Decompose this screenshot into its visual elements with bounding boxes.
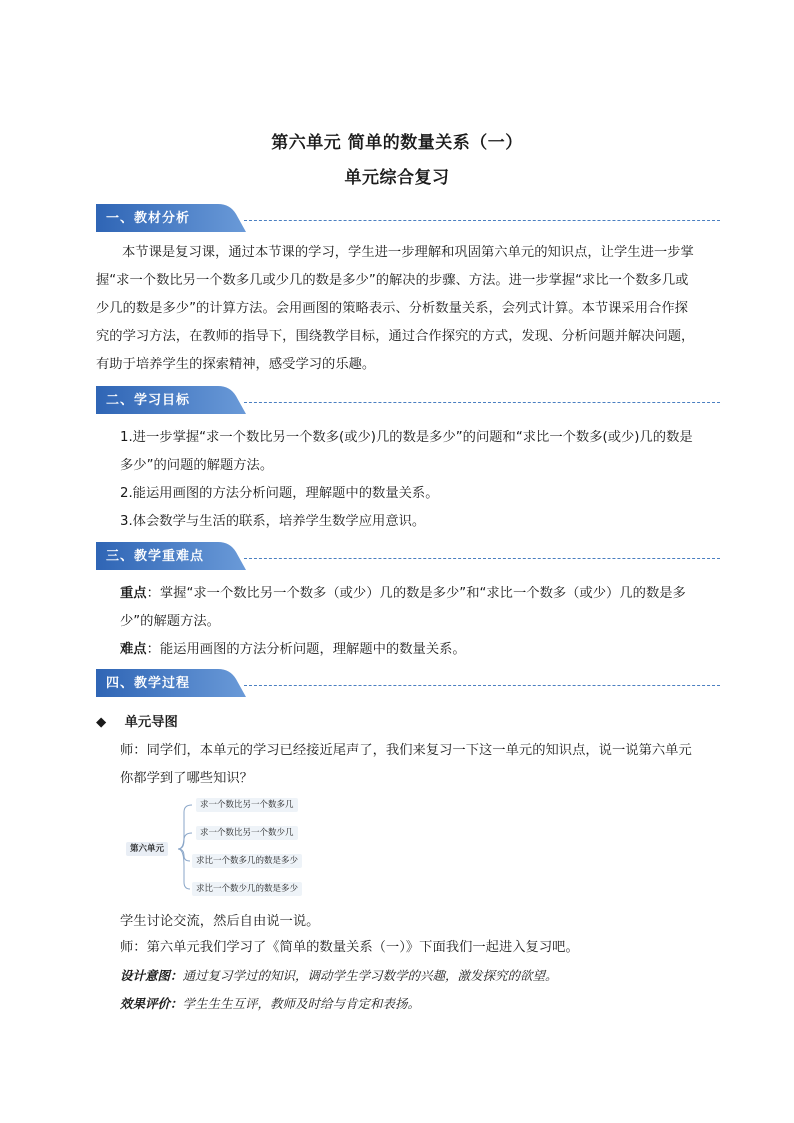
section-divider xyxy=(244,220,720,221)
section-tab xyxy=(96,542,246,570)
unit-title: 第六单元 简单的数量关系（一） xyxy=(271,133,523,153)
section-divider xyxy=(244,402,720,403)
section-header-goals xyxy=(96,386,720,414)
section-header-keypoints xyxy=(96,542,720,570)
goals-list xyxy=(120,424,700,536)
teacher-transition: 师：第六单元我们学习了《简单的数量关系（一）》下面我们一起进入复习吧。 xyxy=(120,940,579,955)
difficult-label: 难点 xyxy=(120,642,147,657)
teacher-intro: 师：同学们，本单元的学习已经接近尾声了，我们来复习一下这一单元的知识点，说一说第六单元你都学到了哪些知识？ xyxy=(120,743,692,786)
design-intent-label: 设计意图： xyxy=(120,968,183,983)
goal-item: 1.进一步掌握“求一个数比另一个数多(或少)几的数是多少”的问题和“求比一个数多(或少)几的数是多少”的问题的解题方法。 xyxy=(120,430,693,473)
effect-evaluation xyxy=(120,994,420,1012)
diamond-bullet-icon: ◆ xyxy=(96,715,107,730)
section-divider xyxy=(244,685,720,686)
section-label: 二、学习目标 xyxy=(106,393,191,408)
difficult-point xyxy=(120,636,700,664)
section-tab xyxy=(96,669,246,697)
effect-evaluation-label: 效果评价： xyxy=(120,996,183,1011)
effect-evaluation-text: 学生生生互评，教师及时给与肯定和表扬。 xyxy=(182,996,421,1011)
lesson-title: 单元综合复习 xyxy=(344,168,450,188)
goal-item: 3.体会数学与生活的联系，培养学生数学应用意识。 xyxy=(120,514,426,529)
analysis-paragraph: 本节课是复习课，通过本节课的学习，学生进一步理解和巩固第六单元的知识点，让学生进一步掌握“求一个数比另一个数多几或少几的数是多少”的解决的步骤、方法。进一步掌握“求比一个数多几或少几的数是多少”的计算方法。会用画图的策略表示、分析数量关系，会列式计算。本节课采用合作探究的学习方法，在教师的指导下，围绕教学目标，通过合作探究的方式，发现、分析问题并解决问题，有助于培养学生的探索精神，感受学习的乐趣。 xyxy=(96,245,695,372)
mind-map-root: 第六单元 xyxy=(126,842,168,856)
section-label: 四、教学过程 xyxy=(106,676,191,691)
section-divider xyxy=(244,558,720,559)
key-text: ：掌握“求一个数比另一个数多（或少）几的数是多少”和“求比一个数多（或少）几的数是多少”的解题方法。 xyxy=(120,586,686,629)
section-tab xyxy=(96,386,246,414)
mind-map-branch: 求一个数比另一个数少几 xyxy=(196,826,298,840)
goal-item: 2.能运用画图的方法分析问题，理解题中的数量关系。 xyxy=(120,486,439,501)
design-intent-text: 通过复习学过的知识，调动学生学习数学的兴趣，激发探究的欲望。 xyxy=(182,968,558,983)
student-discussion: 学生讨论交流，然后自由说一说。 xyxy=(120,914,320,929)
mind-map-branch: 求一个数比另一个数多几 xyxy=(196,798,298,812)
section-tab xyxy=(96,204,246,232)
mind-map-branch: 求比一个数多几的数是多少 xyxy=(192,854,302,868)
unit-map-title: 单元导图 xyxy=(124,715,178,730)
unit-mind-map xyxy=(122,796,322,900)
section-label: 一、教材分析 xyxy=(106,211,191,226)
section-header-analysis xyxy=(96,204,720,232)
keypoints-block xyxy=(120,580,700,664)
key-point xyxy=(120,580,700,636)
difficult-text: ：能运用画图的方法分析问题，理解题中的数量关系。 xyxy=(146,642,466,657)
design-intent xyxy=(120,966,558,984)
section-header-process xyxy=(96,669,720,697)
section-label: 三、教学重难点 xyxy=(106,549,205,564)
key-label: 重点 xyxy=(120,586,147,601)
unit-map-heading xyxy=(96,711,178,730)
mind-map-branch: 求比一个数少几的数是多少 xyxy=(192,882,302,896)
